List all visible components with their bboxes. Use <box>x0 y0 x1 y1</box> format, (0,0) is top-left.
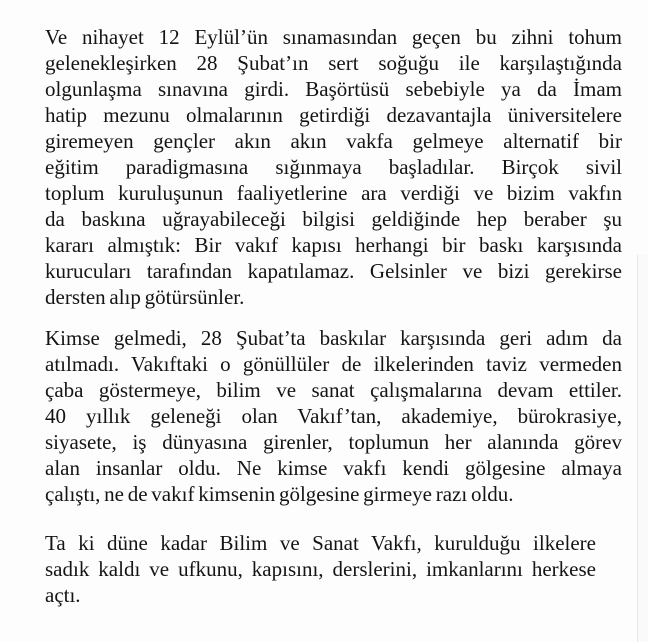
text-line: gelenekleşirken 28 Şubat’ın sert soğuğu ile karşılaştığında <box>45 51 622 75</box>
text-line: açtı. <box>45 583 81 607</box>
text-line: atılmadı. Vakıftaki o gönüllüler de ilkelerinden taviz vermeden <box>45 352 622 376</box>
text-line: kararı almıştık: Bir vakıf kapısı herhangi bir baskı karşısında <box>45 233 622 257</box>
text-line: Kimse gelmedi, 28 Şubat’ta baskılar karşısında geri adım da <box>45 326 622 350</box>
text-line: kurucuları tarafından kapatılamaz. Gelsinler ve bizi gerekirse <box>45 259 622 283</box>
text-line: çaba göstermeye, bilim ve sanat çalışmalarına devam ettiler. <box>45 378 622 402</box>
text-line: alan insanlar oldu. Ne kimse vakfı kendi gölgesine almaya <box>45 456 622 480</box>
page-edge-line <box>637 255 638 642</box>
text-line: giremeyen gençler akın akın vakfa gelmeye alternatif bir <box>45 129 622 153</box>
text-line: toplum kuruluşunun faaliyetlerine ara verdiği ve bizim vakfın <box>45 181 622 205</box>
paragraph-2 <box>45 325 622 507</box>
text-line: sadık kaldı ve ufkunu, kapısını, derslerini, imkanlarını herkese <box>45 557 596 581</box>
page-edge-shade <box>638 255 648 642</box>
text-line: da baskına uğrayabileceği bilgisi geldiğinde hep beraber şu <box>45 207 622 231</box>
text-line: siyasete, iş dünyasına girenler, toplumun her alanında görev <box>45 430 622 454</box>
paragraph-1 <box>45 24 622 310</box>
text-line: olgunlaşma sınavına girdi. Başörtüsü sebebiyle ya da İmam <box>45 77 622 101</box>
text-line: hatip mezunu olmalarının getirdiği dezavantajla üniversitelere <box>45 103 622 127</box>
text-line: Ve nihayet 12 Eylül’ün sınamasından geçen bu zihni tohum <box>45 25 622 49</box>
text-line: Ta ki düne kadar Bilim ve Sanat Vakfı, kurulduğu ilkelere <box>45 531 596 555</box>
paragraph-3 <box>45 530 596 608</box>
text-line: 40 yıllık geleneği olan Vakıf’tan, akademiye, bürokrasiye, <box>45 404 622 428</box>
text-block <box>45 24 622 608</box>
text-line: çalıştı, ne de vakıf kimsenin gölgesine girmeye razı oldu. <box>45 482 514 506</box>
text-line: eğitim paradigmasına sığınmaya başladılar. Birçok sivil <box>45 155 622 179</box>
text-line: dersten alıp götürsünler. <box>45 285 245 309</box>
